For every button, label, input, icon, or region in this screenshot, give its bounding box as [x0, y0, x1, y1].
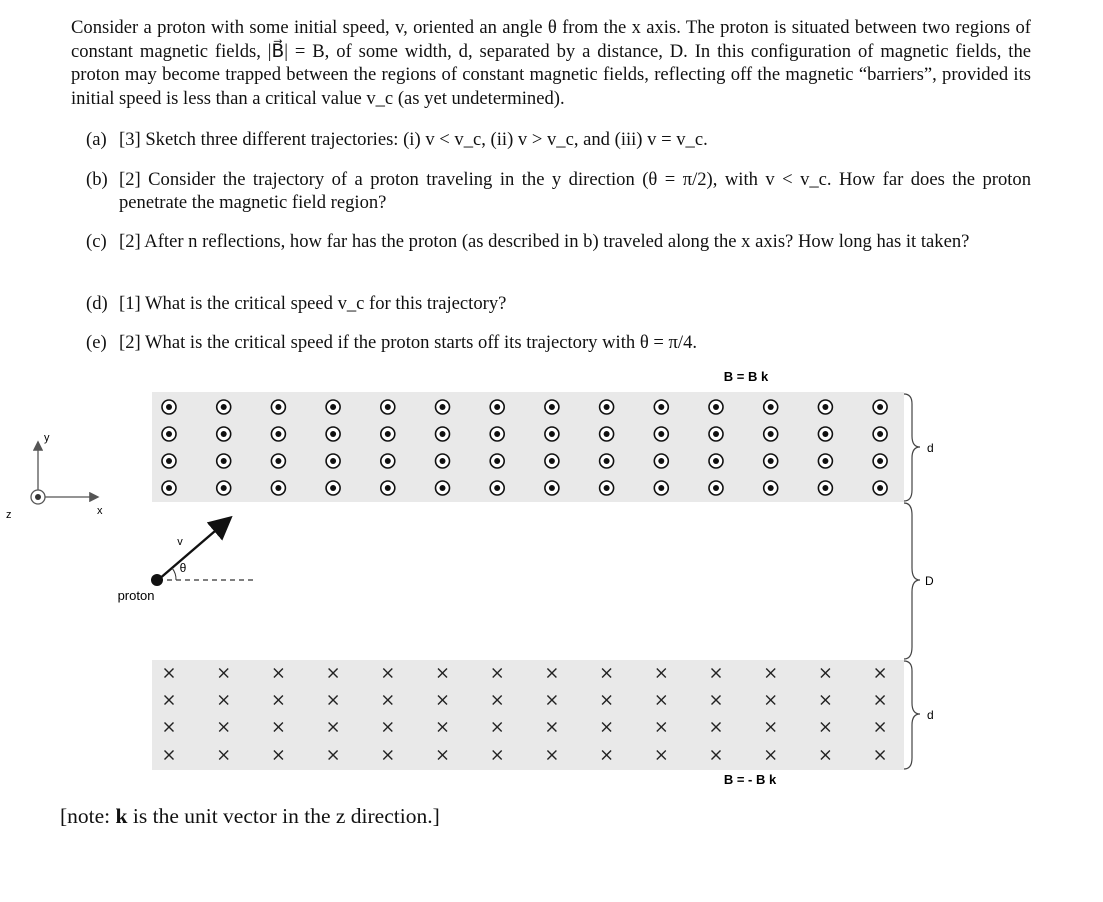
part-label: (b): [86, 169, 108, 190]
field-out-of-page-icon: [600, 427, 614, 441]
part-text: [2] After n reflections, how far has the proton (as described in b) traveled along the x axis? How long has it taken?: [119, 231, 970, 252]
field-out-of-page-icon: [873, 400, 887, 414]
field-out-of-page-icon: [162, 400, 176, 414]
velocity-arrow: [158, 519, 229, 580]
x-axis-label: x: [97, 505, 103, 517]
field-out-of-page-icon: [436, 400, 450, 414]
top-width-label: d: [927, 441, 934, 455]
angle-arc: [172, 568, 176, 580]
part-text: [3] Sketch three different trajectories: (i) v < v_c, (ii) v > v_c, and (iii) v = v_c.: [119, 129, 708, 150]
field-out-of-page-icon: [545, 454, 559, 468]
field-out-of-page-icon: [654, 481, 668, 495]
note-bold-k: k: [115, 804, 128, 828]
bottom-width-label: d: [927, 708, 934, 722]
note-prefix: [note:: [60, 804, 116, 828]
proton-dot: [151, 574, 163, 586]
part-label: (d): [86, 293, 108, 314]
field-out-of-page-icon: [654, 427, 668, 441]
field-out-of-page-icon: [764, 427, 778, 441]
field-out-of-page-icon: [381, 400, 395, 414]
part-label: (e): [86, 332, 107, 353]
field-out-of-page-icon: [490, 481, 504, 495]
field-out-of-page-icon: [381, 427, 395, 441]
brace-top-d: [904, 394, 920, 501]
field-out-of-page-icon: [873, 427, 887, 441]
field-out-of-page-icon: [600, 400, 614, 414]
part-text: [2] Consider the trajectory of a proton traveling in the y direction (θ = π/2), with v < v_c. How far does the proton penetrate the magnetic field region?: [119, 169, 1031, 213]
field-out-of-page-icon: [271, 400, 285, 414]
field-out-of-page-icon: [818, 427, 832, 441]
z-axis-dot-icon: [35, 494, 41, 500]
part-label: (a): [86, 129, 107, 150]
brace-bottom-d: [904, 661, 920, 769]
dimension-braces: [904, 394, 920, 769]
field-out-of-page-icon: [490, 400, 504, 414]
field-out-of-page-icon: [381, 454, 395, 468]
field-out-of-page-icon: [545, 400, 559, 414]
problem-intro: Consider a proton with some initial speed, v, oriented an angle θ from the x axis. The proton is situated between two regions of constant magnetic fields, |B⃗| = B, of some width, d, separated by a distance, D. In this configuration of magnetic fields, the proton may become trapped between the regions of constant magnetic fields, reflecting off the magnetic “barriers”, provided its initial speed is less than a critical value v_c (as yet undetermined).: [71, 17, 1031, 109]
field-out-of-page-icon: [436, 427, 450, 441]
part-label: (c): [86, 231, 107, 252]
part-d: [86, 292, 1031, 315]
coordinate-axes: [6, 432, 103, 521]
field-out-of-page-icon: [764, 454, 778, 468]
part-c: [86, 230, 1031, 253]
field-out-of-page-icon: [818, 400, 832, 414]
part-text: [2] What is the critical speed if the proton starts off its trajectory with θ = π/4.: [119, 332, 698, 353]
part-b: [86, 168, 1031, 214]
top-field-region: [152, 392, 904, 502]
field-out-of-page-icon: [326, 427, 340, 441]
field-out-of-page-icon: [162, 454, 176, 468]
angle-label: θ: [179, 561, 187, 575]
unit-vector-note: [60, 804, 440, 829]
field-out-of-page-icon: [873, 454, 887, 468]
field-out-of-page-icon: [545, 481, 559, 495]
field-out-of-page-icon: [654, 400, 668, 414]
field-out-of-page-icon: [326, 481, 340, 495]
z-axis-label: z: [6, 509, 12, 521]
part-text: [1] What is the critical speed v_c for this trajectory?: [119, 293, 507, 314]
bottom-field-region: [152, 660, 904, 770]
note-suffix: is the unit vector in the z direction.]: [127, 804, 440, 828]
brace-D: [904, 503, 920, 659]
field-out-of-page-icon: [873, 481, 887, 495]
field-out-of-page-icon: [545, 427, 559, 441]
velocity-label: v: [177, 536, 183, 548]
field-out-of-page-icon: [271, 454, 285, 468]
field-out-of-page-icon: [654, 454, 668, 468]
field-out-of-page-icon: [709, 427, 723, 441]
field-out-of-page-icon: [436, 481, 450, 495]
bottom-field-label: B = - B k: [723, 772, 777, 787]
field-out-of-page-icon: [490, 454, 504, 468]
field-out-of-page-icon: [490, 427, 504, 441]
field-out-of-page-icon: [217, 427, 231, 441]
field-out-of-page-icon: [818, 454, 832, 468]
part-e: [86, 331, 1031, 354]
y-axis-label: y: [44, 432, 50, 444]
part-a: [86, 128, 1031, 151]
field-out-of-page-icon: [381, 481, 395, 495]
field-out-of-page-icon: [217, 454, 231, 468]
field-out-of-page-icon: [818, 481, 832, 495]
field-out-of-page-icon: [271, 481, 285, 495]
gap-label: D: [925, 574, 934, 588]
top-field-label: B = B k: [723, 369, 769, 384]
field-out-of-page-icon: [764, 481, 778, 495]
field-out-of-page-icon: [709, 454, 723, 468]
proton-setup: [118, 519, 255, 603]
proton-label: proton: [117, 588, 155, 603]
field-out-of-page-icon: [436, 454, 450, 468]
field-diagram: [0, 360, 1103, 800]
field-out-of-page-icon: [326, 454, 340, 468]
field-out-of-page-icon: [600, 454, 614, 468]
field-out-of-page-icon: [271, 427, 285, 441]
field-out-of-page-icon: [709, 400, 723, 414]
field-out-of-page-icon: [162, 481, 176, 495]
field-out-of-page-icon: [764, 400, 778, 414]
field-out-of-page-icon: [162, 427, 176, 441]
field-out-of-page-icon: [217, 400, 231, 414]
field-out-of-page-icon: [600, 481, 614, 495]
field-out-of-page-icon: [217, 481, 231, 495]
field-out-of-page-icon: [709, 481, 723, 495]
magnetic-field-figure: [0, 360, 1103, 800]
field-out-of-page-icon: [326, 400, 340, 414]
